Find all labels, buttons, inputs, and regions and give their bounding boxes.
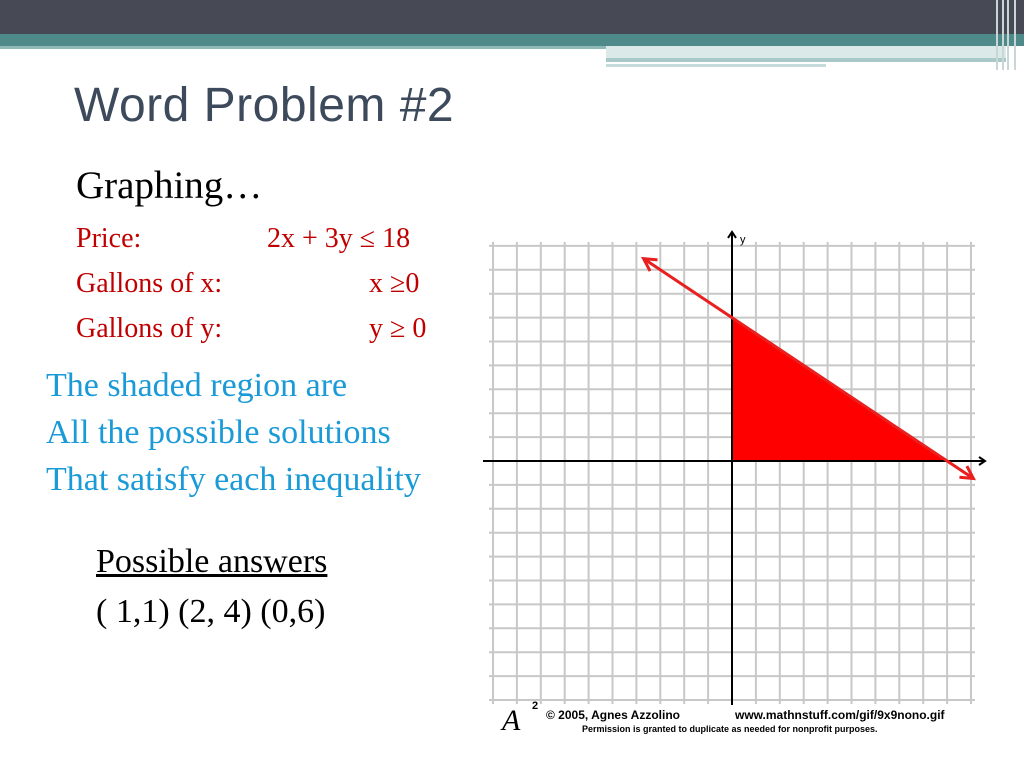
header-accent-line <box>0 46 606 49</box>
shaded-region-note <box>46 362 421 503</box>
credit-logo: A <box>502 704 521 737</box>
y-axis-label: y <box>740 233 746 246</box>
graph-axes <box>483 232 985 705</box>
note-line-1: The shaded region are <box>46 367 348 404</box>
constraint-y-inequality: y ≥ 0 <box>369 313 427 344</box>
constraint-y-label: Gallons of y: <box>76 313 223 344</box>
image-credit <box>500 698 970 738</box>
header-accent-line-2 <box>606 58 1006 62</box>
answers-values: ( 1,1) (2, 4) (0,6) <box>96 593 326 630</box>
coordinate-graph <box>480 205 990 705</box>
credit-copyright: © 2005, Agnes Azzolino <box>546 708 680 722</box>
credit-url: www.mathnstuff.com/gif/9x9nono.gif <box>735 708 945 722</box>
constraint-price-label: Price: <box>76 223 142 254</box>
header-edge-lines <box>994 0 1024 70</box>
constraint-price-inequality: 2x + 3y ≤ 18 <box>267 223 411 254</box>
header-accent-line-3 <box>606 64 826 67</box>
header-accent-block <box>606 46 1006 58</box>
constraint-x-label: Gallons of x: <box>76 268 223 299</box>
slide-title: Word Problem #2 <box>74 79 455 132</box>
header-teal-band <box>0 34 1024 46</box>
answers-heading: Possible answers <box>96 543 328 580</box>
credit-permission: Permission is granted to duplicate as needed for nonprofit purposes. <box>582 724 878 734</box>
note-line-2: All the possible solutions <box>46 414 391 451</box>
note-line-3: That satisfy each inequality <box>46 461 421 498</box>
constraint-x-inequality: x ≥0 <box>369 268 420 299</box>
credit-logo-superscript: 2 <box>532 700 539 712</box>
header-dark-band <box>0 0 1024 34</box>
slide-subtitle: Graphing… <box>76 164 263 207</box>
